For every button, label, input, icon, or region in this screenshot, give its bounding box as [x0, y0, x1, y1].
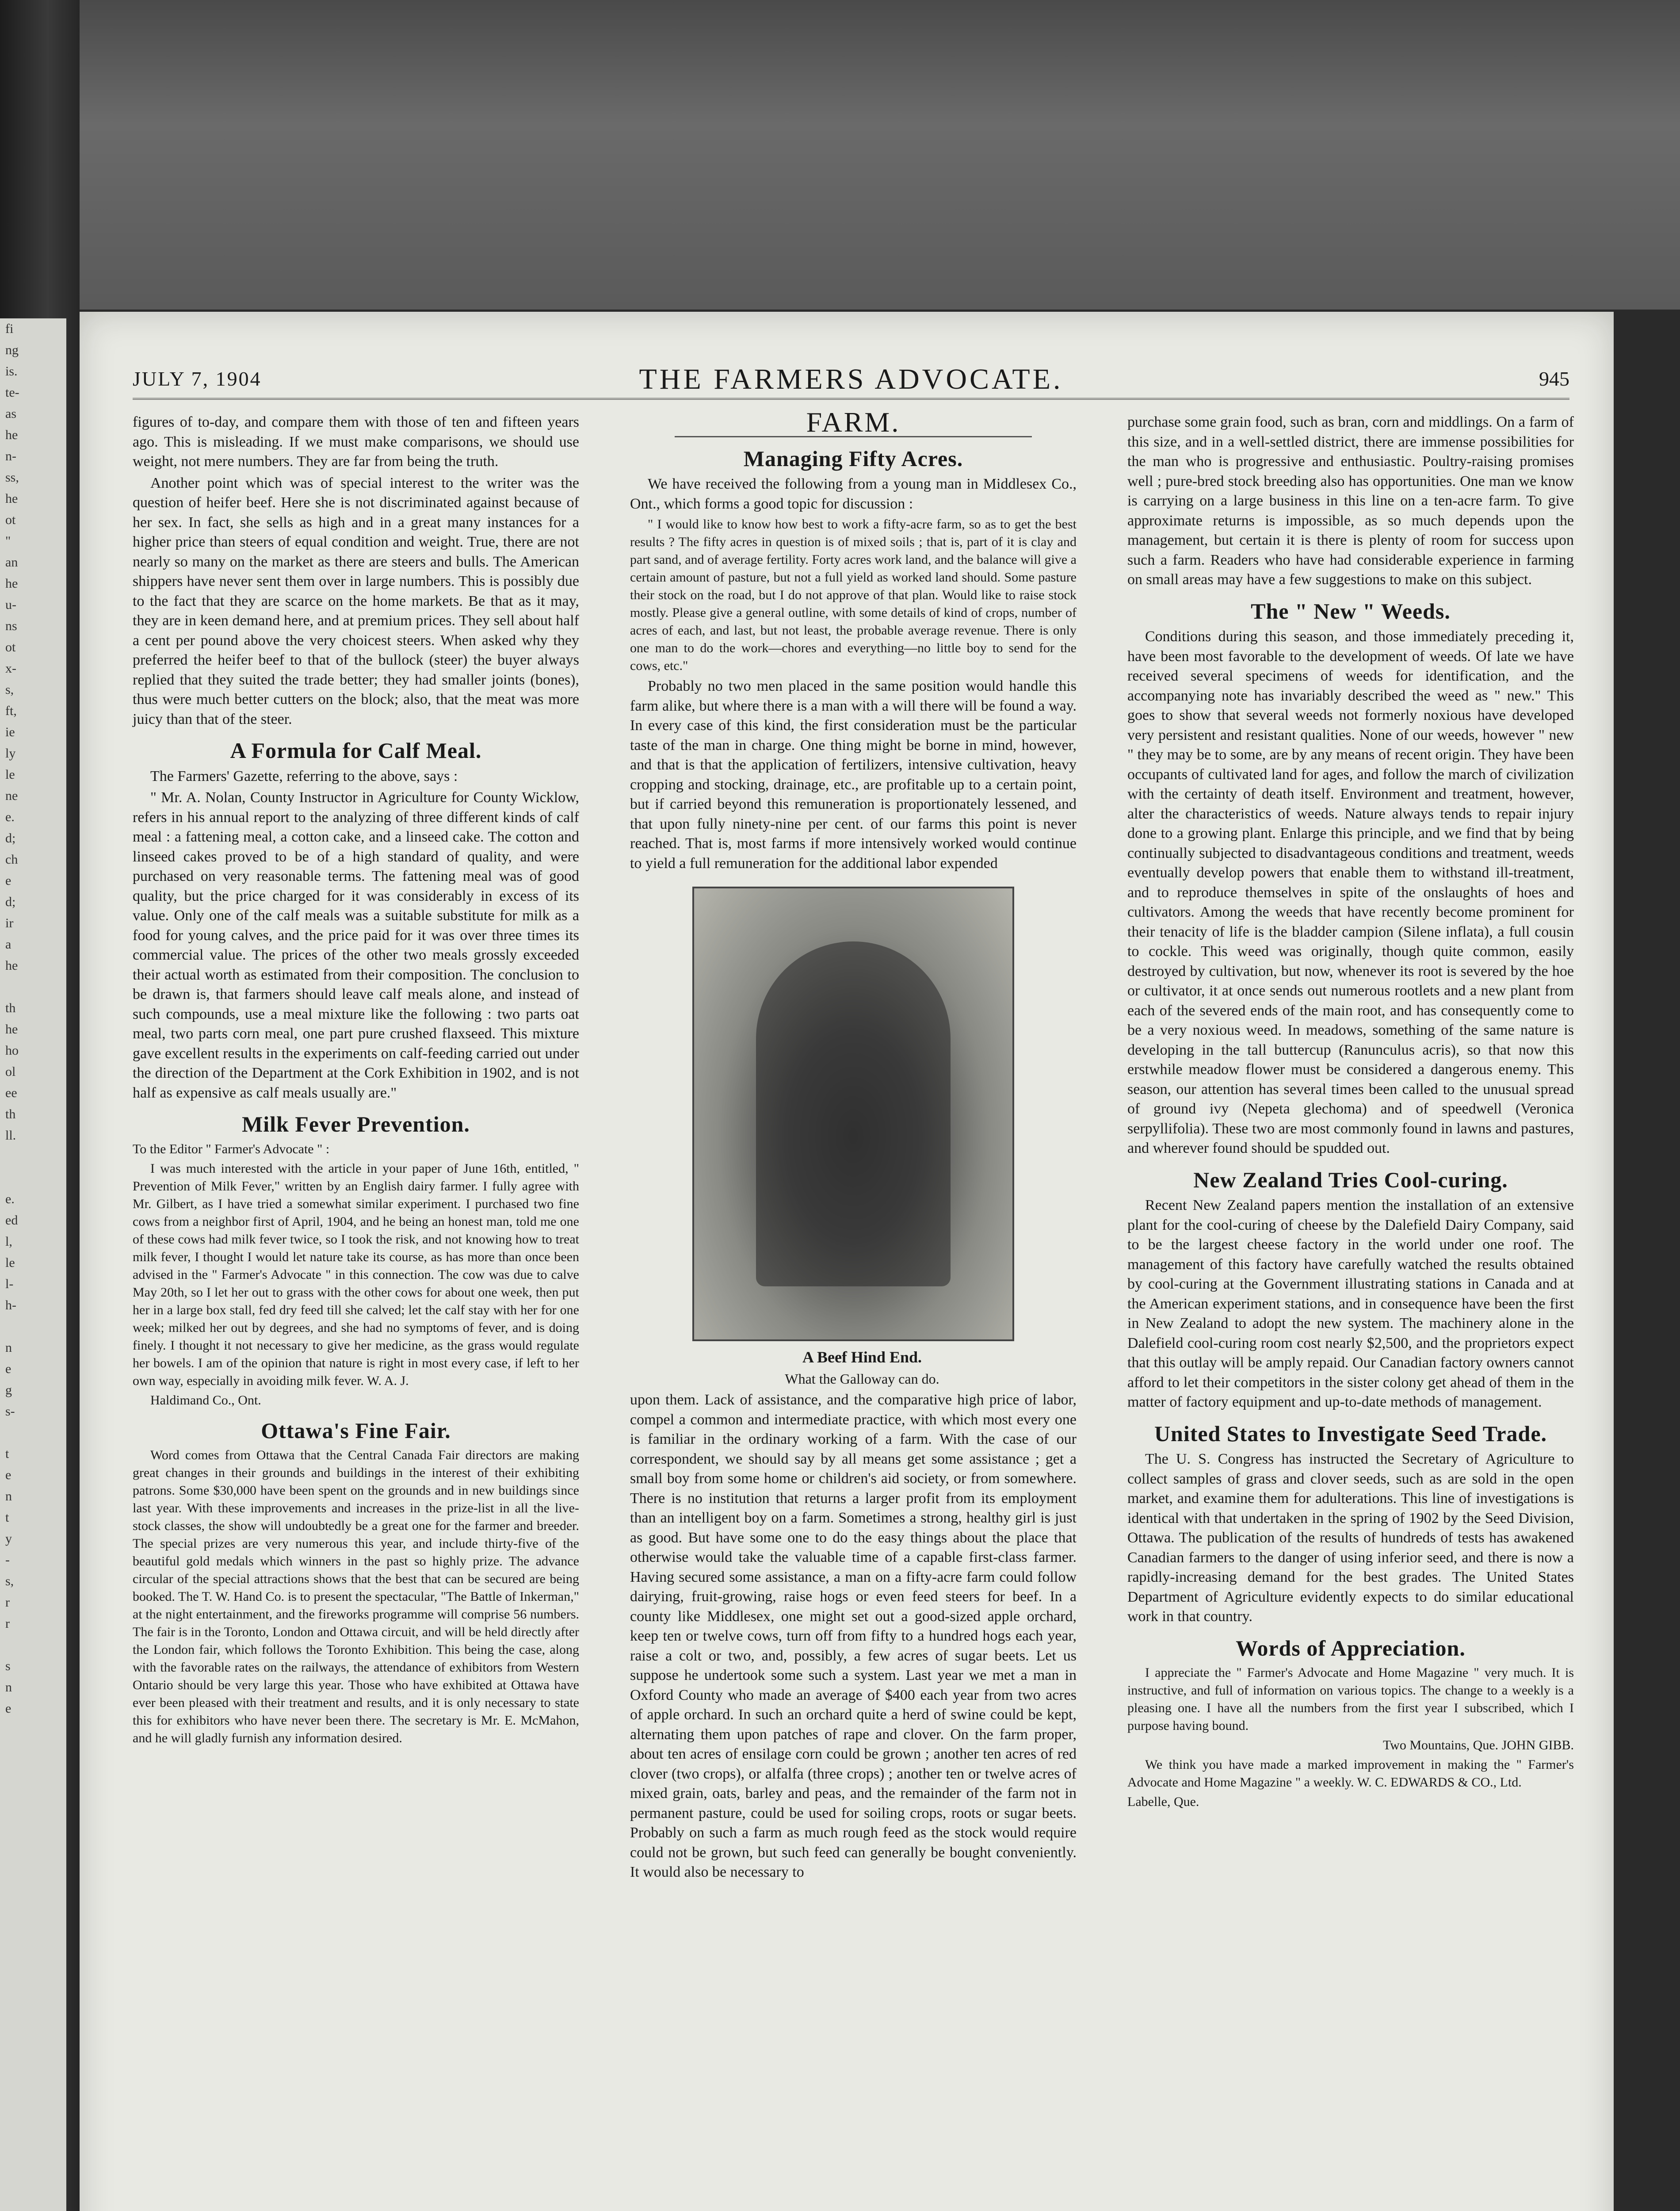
article-paragraph: purchase some grain food, such as bran, corn and middlings. On a farm of this size, and in a well-settled district, there are immense possibilities for the man who is progressive and enthusiastic. Poultry-raising promises well ; pure-bred stock breeding also has opportunities. One man we know is carrying on a large business in this line on a ten-acre farm. To give approximate returns is impossible, as so much depends upon the management, but certain it is there is plenty of room for success upon such a farm. Readers who have had considerable experience in farming on small areas may have a few suggestions to make on this subject. — [1127, 414, 1574, 588]
article-paragraph: Another point which was of special interest to the writer was the question of heifer beef. Here she is not discriminated against because of her sex. In fact, she sells as high and in a great many instances for a higher price than steers of equal condition and weight. True, there are not nearly so many on the market as there are steers and bulls. The American shippers have never sent them over in large numbers. This is possibly due to the fact that they are scarce on the home markets. Be that as it may, they are in keen demand here, and at premium prices. They sell about half a cent per pound above the very choicest steers. When asked why they preferred the heifer beef to that of the bullock (steer) the buyer always replied that they suited the trade better; they had smaller joints (bones), thus were much better cutters on the block; also, that the meat was more juicy than that of the steer. — [133, 474, 579, 727]
article-heading-managing-fifty-acres: Managing Fifty Acres. — [743, 446, 963, 471]
margin-fragment: e. — [5, 810, 15, 824]
margin-fragment: d; — [5, 831, 16, 845]
margin-fragment: " — [5, 534, 11, 548]
reader-letter: " I would like to know how best to work a fifty-acre farm, so as to get the best results ? The fifty acres in question is of mixed soils ; that is, part of it is clay and part sand, and of average fertility. Forty acres work land, and the balance will give a certain amount of pasture, but not a full yield as worked land should. Some pasture their stock on the road, but I do not approve of that plan. Would like to raise stock mostly. Please give a general outline, with some details of kind of crops, number of acres of each, and last, but not least, the probable average revenue. There is only one man to do the work—chores and everything—no little boy to send for the cows, etc." — [630, 517, 1077, 673]
margin-fragment: he — [5, 491, 18, 506]
margin-fragment: e — [5, 873, 11, 888]
article-heading-milk-fever: Milk Fever Prevention. — [242, 1112, 470, 1136]
article-heading-calf-meal: A Formula for Calf Meal. — [230, 738, 482, 763]
margin-fragment: th — [5, 1107, 16, 1121]
margin-fragment: an — [5, 555, 18, 570]
margin-fragment: is. — [5, 364, 18, 379]
margin-fragment: ol — [5, 1064, 16, 1079]
column-3 — [1127, 413, 1574, 1813]
article-paragraph: figures of to-day, and compare them with those of ten and fifteen years ago. This is misleading. If we must make comparisons, we should use weight, not mere numbers. They are far from being the truth. — [133, 414, 579, 470]
column-1 — [133, 413, 579, 1749]
margin-fragment: he — [5, 428, 18, 442]
article-paragraph: The U. S. Congress has instructed the Secretary of Agriculture to collect samples of grass and clover seeds, such as are sold in the open market, and examine them for adulterations. This line of investigations is identical with that undertaken in the spring of 1902 by the Seed Division, Ottawa. The publication of the results of hundreds of tests has awakened Canadian farmers to the danger of using inferior seed, and there is now a rapidly-increasing demand for the best grades. The United States Department of Agriculture evidently expects to do similar educational work in that country. — [1127, 1451, 1574, 1625]
margin-fragment: a — [5, 937, 11, 952]
margin-fragment: n — [5, 1489, 12, 1503]
margin-fragment: t — [5, 1446, 9, 1461]
margin-fragment — [0, 1316, 66, 1337]
adjacent-page-strip — [0, 318, 66, 2211]
margin-fragment: s- — [5, 1404, 15, 1419]
testimonial-signature: Two Mountains, Que. JOHN GIBB. — [1382, 1738, 1574, 1752]
section-heading-farm: FARM. — [806, 406, 901, 438]
scan-background-top — [0, 0, 1680, 310]
margin-fragment: e — [5, 1468, 11, 1482]
margin-fragment: n — [5, 1340, 12, 1355]
margin-fragment — [0, 1167, 66, 1189]
margin-fragment: - — [5, 1553, 10, 1567]
margin-fragment: e — [5, 1362, 11, 1376]
margin-fragment: u- — [5, 597, 16, 612]
page-number: 945 — [1539, 367, 1569, 390]
margin-fragment: ie — [5, 725, 15, 739]
margin-fragment: e. — [5, 1192, 15, 1206]
margin-fragment: he — [5, 958, 18, 973]
margin-fragment: s, — [5, 682, 14, 697]
margin-fragment: ng — [5, 343, 19, 357]
article-paragraph: The Farmers' Gazette, referring to the above, says : — [150, 768, 458, 784]
margin-fragment — [0, 1634, 66, 1656]
margin-fragment: ee — [5, 1086, 17, 1100]
margin-fragment: he — [5, 1022, 18, 1037]
beef-hind-end-photo — [692, 887, 1014, 1341]
margin-fragment — [0, 1146, 66, 1167]
margin-fragment: ll. — [5, 1128, 16, 1143]
margin-fragment: th — [5, 1001, 16, 1015]
article-paragraph: Recent New Zealand papers mention the installation of an extensive plant for the cool-curing of cheese by the Dalefield Dairy Company, said to be the largest cheese factory in the world under one roof. The management of this factory have carefully watched the results obtained by cool-curing at the Government illustrating stations in Canada and at the American experiment stations, and in consequence have been the first in New Zealand to adopt the new system. The machinery alone in the Dalefield cool-curing room cost nearly $2,500, and the proprietors expect that this outlay will be amply repaid. Our Canadian factory owners cannot afford to let their competitors in the sister colony get ahead of them in the matter of factory equipment and up-to-date methods of management. — [1127, 1197, 1574, 1410]
margin-fragment: n — [5, 1680, 12, 1695]
testimonial-location: Labelle, Que. — [1127, 1794, 1199, 1809]
photo-caption-subtitle: What the Galloway can do. — [785, 1370, 939, 1387]
margin-fragment: y — [5, 1531, 12, 1546]
column-2 — [630, 406, 1077, 1884]
margin-fragment — [0, 976, 66, 998]
margin-fragment: r — [5, 1616, 10, 1631]
margin-fragment: ed — [5, 1213, 18, 1228]
margin-fragment: te- — [5, 385, 19, 400]
margin-fragment: h- — [5, 1298, 16, 1312]
testimonial: I appreciate the " Farmer's Advocate and Home Magazine " very much. It is instructive, and full of information on various topics. The change to a weekly is a pleasing one. I have all the numbers from the first year I subscribed, which I purpose having bound. — [1127, 1665, 1574, 1733]
margin-fragment: g — [5, 1383, 12, 1397]
margin-fragment: le — [5, 767, 15, 782]
margin-fragment: l- — [5, 1277, 14, 1291]
article-paragraph: We have received the following from a young man in Middlesex Co., Ont., which forms a good topic for discussion : — [630, 476, 1077, 512]
testimonial: We think you have made a marked improvement in making the " Farmer's Advocate and Home Magazine " a weekly. W. C. EDWARDS & CO., Ltd. — [1127, 1757, 1574, 1790]
margin-fragment: e — [5, 1701, 11, 1716]
margin-fragment: le — [5, 1255, 15, 1270]
page-header — [133, 363, 1569, 400]
publication-title: THE FARMERS ADVOCATE. — [639, 363, 1063, 395]
letter-location: Haldimand Co., Ont. — [150, 1392, 261, 1408]
article-paragraph: Probably no two men placed in the same position would handle this farm alike, but where there is a man with a will there will be found a way. In every case of this kind, the first consideration must be the particular taste of the man in charge. One thing might be borne in mind, however, and that is that the application of fertilizers, intensive cultivation, heavy cropping and stocking, drainage, etc., are profitable up to a certain point, but if carried beyond this remuneration is proportionately lessened, and that upon fully ninety-nine per cent. of our farms this point is never reached. That is, most farms if more intensively worked would continue to yield a full remuneration for the additional labor expended — [630, 678, 1077, 872]
article-heading-ottawa-fair: Ottawa's Fine Fair. — [261, 1418, 451, 1443]
article-heading-appreciation: Words of Appreciation. — [1236, 1635, 1466, 1660]
newspaper-page — [80, 312, 1614, 2211]
margin-fragment: as — [5, 406, 16, 421]
article-paragraph: Conditions during this season, and those immediately preceding it, have been most favorable to the development of weeds. Of late we have received several specimens of weeds for identification, and the accompanying note has invariably described the weed as " new." This goes to show that several weeds not formerly noxious have developed very persistent and resistant qualities. None of our weeds, however " new " they may be to some, are by any means of recent origin. They have been occupants of cultivated land for ages, and follow the march of civilization with the certainty of death itself. Environment and treatment, however, alter the characteristics of weeds. Nature always tends to repair injury done to a growing plant. Enlarge this principle, and we find that by being continually subjected to disadvantageous conditions and treatment, weeds eventually develop powers that enable them to withstand ill-treatment, and to reproduce themselves in spite of the onslaughts of hoes and cultivators. Among the weeds that have recently become prominent for their tenacity of life is the bladder campion (Silene inflata), a full cousin to cockle. This weed was originally, though quite common, easily destroyed by cultivation, but now, whenever its root is severed by the hoe or cultivator, it at once sends out numerous rootlets and a new plant from each of the severed ends of the main root, and has consequently come to be a very noxious weed. In meadows, something of the same nature is developing in the tall buttercup (Ranunculus acris), so that now this erstwhile meadow flower must be considered a dangerous enemy. This season, our attention has several times been called to the unusual spread of ground ivy (Nepeta glechoma) and of speedwell (Veronica serpyllifolia). These two are most commonly found in lawns and pastures, and wherever found should be spudded out. — [1127, 628, 1574, 1156]
margin-fragment: ho — [5, 1043, 19, 1058]
margin-fragment — [0, 1422, 66, 1443]
margin-fragment: t — [5, 1510, 9, 1525]
margin-fragment: ir — [5, 916, 14, 930]
margin-fragment: d; — [5, 895, 16, 909]
margin-fragment: n- — [5, 449, 16, 463]
margin-fragment: ns — [5, 619, 17, 633]
margin-fragment: s — [5, 1659, 11, 1673]
article-paragraph: " Mr. A. Nolan, County Instructor in Agriculture for County Wicklow, refers in his annual report to the analyzing of three different kinds of calf meal : a fattening meal, a cotton cake, and a linseed cake. The cotton and linseed cakes proved to be of a high standard of quality, and were purchased on very reasonable terms. The fattening meal was of good quality, but the price charged for it was considerably in excess of its value. Only one of the calf meals was a suitable substitute for milk as a food for young calves, and the price paid for it was over three times its commercial value. The prices of the other two meals grossly exceeded their actual worth as estimated from their composition. The conclusion to be drawn is, that farmers should leave calf meals alone, and instead of such compounds, use a meal mixture like the following : two parts oat meal, two parts corn meal, one part pure crushed flaxseed. This mixture gave excellent results in the experiments on calf-feeding carried out under the direction of the Department at the Cork Exhibition in 1902, and is not half as expensive as calf meals usually are." — [133, 789, 579, 1101]
letter-salutation: To the Editor " Farmer's Advocate " : — [133, 1141, 330, 1156]
issue-date: JULY 7, 1904 — [133, 367, 262, 390]
photo-caption-title: A Beef Hind End. — [802, 1348, 922, 1366]
article-paragraph: Word comes from Ottawa that the Central Canada Fair directors are making great changes in their grounds and buildings in the interest of their exhibiting patrons. Some $30,000 have been spent on the grounds and in new buildings since last year. With these improvements and increases in the prize-list in all the live-stock classes, the show will undoubtedly be a great one for the farmer and breeder. The special prizes are very numerous this year, and include thirty-five of the beautiful gold medals which winners in the past so highly prize. The advance circular of the special attractions shows that the best that can be secured are being booked. The T. W. Hand Co. is to present the spectacular, "The Battle of Inkerman," at the night entertainment, and the fireworks programme will comprise 56 numbers. The fair is in the Toronto, London and Ottawa circuit, and will be held directly after the London fair, which follows the Toronto Exhibition. This being the case, along with the favorable rates on the railways, the attendance of exhibitors from Western Ontario should be very large this year. Those who have exhibited at Ottawa have ever been pleased with their treatment and results, and it is only necessary to state this for exhibitors who have never been there. The secretary is Mr. E. McMahon, and he will gladly furnish any information desired. — [133, 1448, 579, 1745]
margin-fragment: l, — [5, 1234, 12, 1249]
margin-fragment: ly — [5, 746, 16, 761]
margin-fragment: ch — [5, 852, 18, 867]
margin-fragment: he — [5, 576, 18, 591]
letter-body: I was much interested with the article in your paper of June 16th, entitled, " Prevention of Milk Fever," written by an English dairy farmer. I fully agree with Mr. Gilbert, as I have tried a somewhat similar experiment. I purchased two fine cows from a neighbor first of April, 1904, and he being an honest man, told me one of these cows had milk fever twice, so I took the risk, and not knowing how to treat milk fever, I thought I would let nature take its course, as has more than once been advised in the " Farmer's Advocate " in this connection. The cow was due to calve May 20th, so I let her out to grass with the other cows for about one week, then put her in a large box stall, fed dry feed till she calved; let the calf stay with her for one week; milked her out by degrees, and she had no symptoms of fever, and is doing finely. I thought it not necessary to give her medicine, as the grass would regulate her bowels. I am of the opinion that nature is right in most every case, if left to her own way, especially in avoiding milk fever. W. A. J. — [133, 1161, 579, 1388]
margin-fragment: ne — [5, 788, 18, 803]
margin-fragment: r — [5, 1595, 10, 1610]
margin-fragment: ot — [5, 513, 16, 527]
margin-fragment: ft, — [5, 704, 17, 718]
article-heading-new-weeds: The " New " Weeds. — [1251, 598, 1451, 624]
article-heading-new-zealand: New Zealand Tries Cool-curing. — [1193, 1167, 1508, 1192]
margin-fragment: fi — [5, 321, 14, 336]
photo-subject — [756, 941, 951, 1286]
article-heading-seed-trade: United States to Investigate Seed Trade. — [1154, 1421, 1547, 1446]
article-paragraph: upon them. Lack of assistance, and the comparative high price of labor, compel a common and intermediate practice, with which most every one is familiar in the ordinary working of a farm. With the case of our correspondent, we should say by all means get some assistance ; get a small boy from some home or children's aid society, or from somewhere. There is no institution that returns a larger profit from its employment than an intelligent boy on a farm. Sometimes a strong, healthy girl is just as good. But have some one to do the easy things about the place that otherwise would take the valuable time of a capable first-class farmer. Having secured some assistance, a man on a fifty-acre farm could follow dairying, fruit-growing, raise hogs or even feed steers for beef. In a county like Middlesex, one might set out a good-sized apple orchard, keep ten or twelve cows, turn off from fifty to a hundred hogs each year, raise a colt or two, and, possibly, a few acres of sugar beets. Let us suppose he undertook some such a system. Last year we met a man in Oxford County who made an average of $400 each year from two acres of apple orchard. In such an orchard quite a herd of swine could be kept, alternating them upon patches of rape and clover. On the farm proper, about ten acres of ensilage corn could be grown ; another ten acres of red clover (two crops), or alfalfa (three crops) ; another ten or twelve acres of mixed grain, oats, barley and peas, and the remainder of the farm not in permanent pasture, could be used for soiling crops, roots or sugar beets. Probably on such a farm as much rough feed as the stock would require could not be grown, but such feed can generally be bought conveniently. It would also be necessary to — [630, 1392, 1077, 1880]
margin-fragment: ot — [5, 640, 16, 654]
margin-fragment: s, — [5, 1574, 14, 1588]
margin-fragment: ss, — [5, 470, 19, 485]
margin-fragment: x- — [5, 661, 16, 676]
